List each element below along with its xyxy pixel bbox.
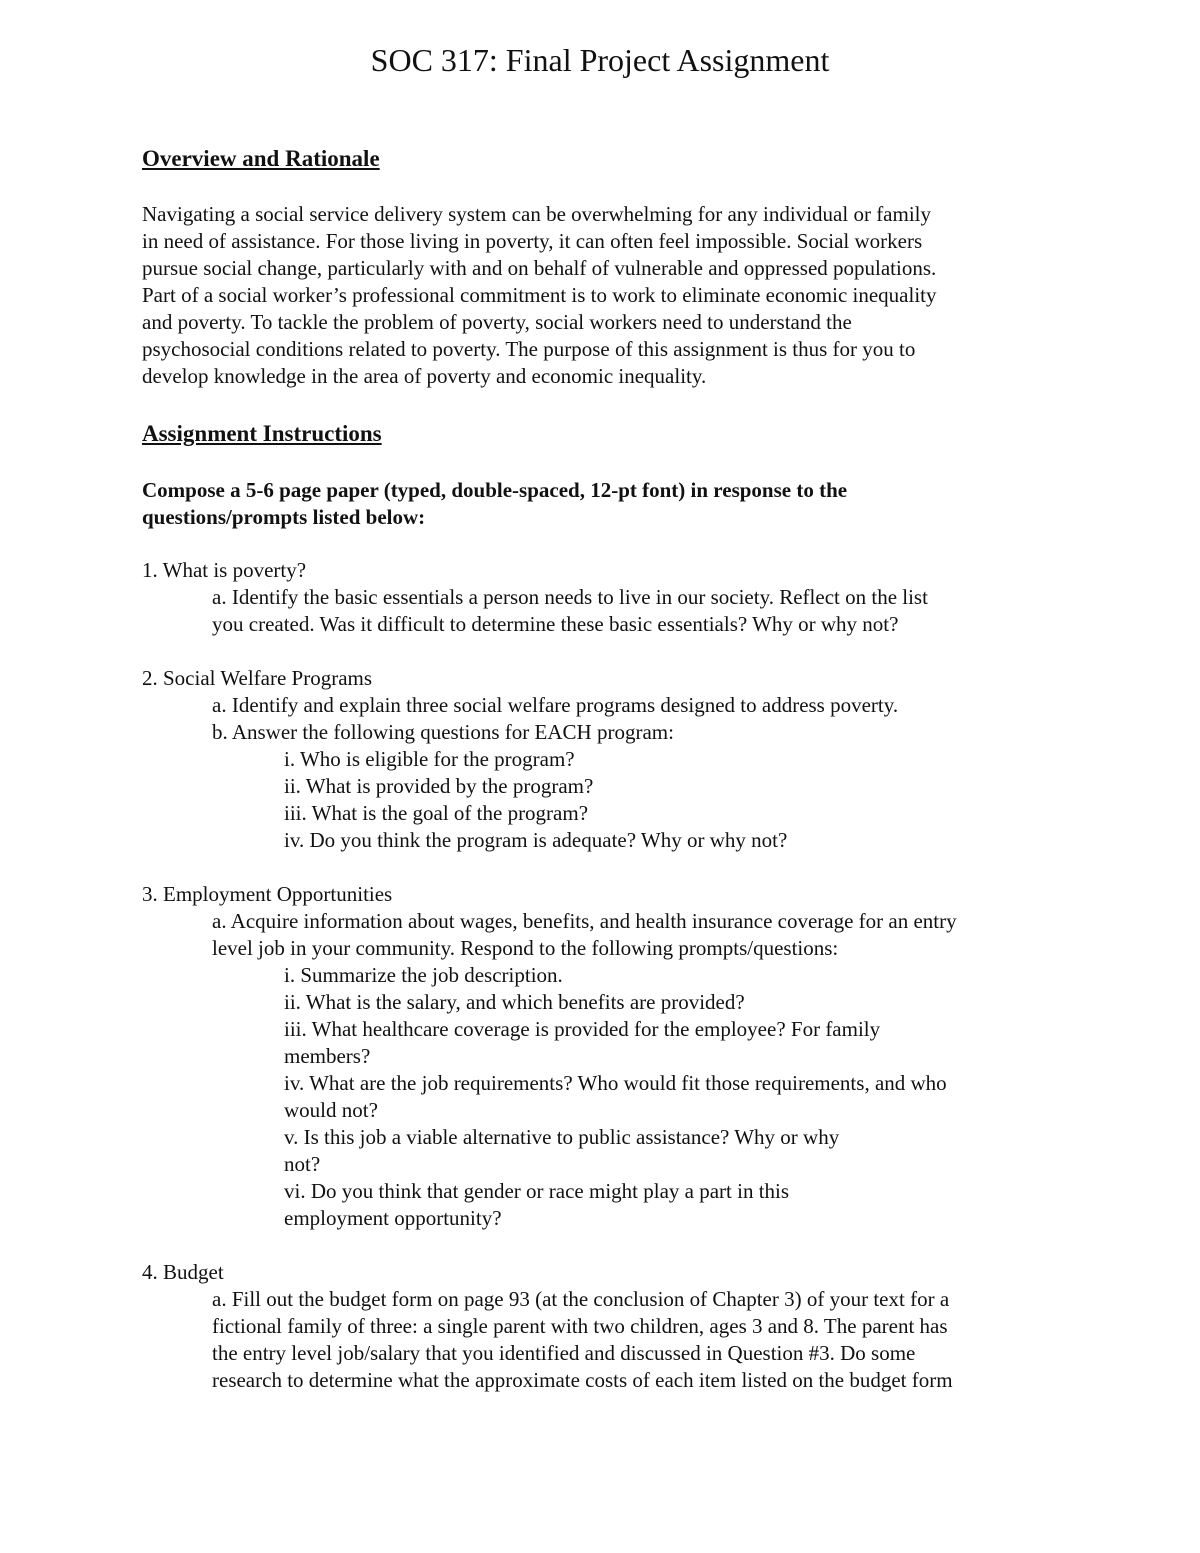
page-title: SOC 317: Final Project Assignment: [370, 42, 830, 78]
question-3-subitem: ii. What is the salary, and which benefits are provided?: [284, 990, 745, 1014]
question-3-subitem: would not?: [284, 1098, 378, 1122]
question-3-subitem: v. Is this job a viable alternative to public assistance? Why or why: [284, 1125, 840, 1149]
overview-line: Part of a social worker’s professional commitment is to work to eliminate economic inequality: [142, 283, 937, 307]
question-4-prompt: fictional family of three: a single parent with two children, ages 3 and 8. The parent has: [212, 1314, 948, 1338]
question-4-prompt: the entry level job/salary that you identified and discussed in Question #3. Do some: [212, 1341, 916, 1365]
question-3-subitem: not?: [284, 1152, 321, 1176]
instructions-intro: questions/prompts listed below:: [142, 505, 426, 529]
question-3-subitem: i. Summarize the job description.: [284, 963, 563, 987]
question-3-title: 3. Employment Opportunities: [142, 882, 393, 906]
overview-line: develop knowledge in the area of poverty and economic inequality.: [142, 364, 707, 388]
question-1-title: 1. What is poverty?: [142, 558, 307, 582]
instructions-heading: Assignment Instructions: [142, 421, 382, 446]
question-3-subitem: iii. What healthcare coverage is provided for the employee? For family: [284, 1017, 881, 1041]
overview-heading: Overview and Rationale: [142, 146, 380, 171]
question-3-prompt: level job in your community. Respond to the following prompts/questions:: [212, 936, 839, 960]
question-4-prompt: research to determine what the approximate costs of each item listed on the budget form: [212, 1368, 953, 1392]
question-4-title: 4. Budget: [142, 1260, 224, 1284]
overview-line: Navigating a social service delivery system can be overwhelming for any individual or family: [142, 202, 932, 226]
question-2-prompt-a: a. Identify and explain three social welfare programs designed to address poverty.: [212, 693, 899, 717]
question-3-subitem: vi. Do you think that gender or race might play a part in this: [284, 1179, 790, 1203]
question-1-prompt: a. Identify the basic essentials a person needs to live in our society. Reflect on the list: [212, 585, 928, 609]
question-2-subitem: i. Who is eligible for the program?: [284, 747, 575, 771]
question-2-subitem: iv. Do you think the program is adequate? Why or why not?: [284, 828, 788, 852]
question-2-subitem: ii. What is provided by the program?: [284, 774, 594, 798]
question-2-title: 2. Social Welfare Programs: [142, 666, 373, 690]
overview-line: pursue social change, particularly with and on behalf of vulnerable and oppressed populations.: [142, 256, 937, 280]
question-3-subitem: iv. What are the job requirements? Who would fit those requirements, and who: [284, 1071, 947, 1095]
overview-line: in need of assistance. For those living in poverty, it can often feel impossible. Social workers: [142, 229, 923, 253]
question-3-prompt: a. Acquire information about wages, benefits, and health insurance coverage for an entry: [212, 909, 957, 933]
question-3-subitem: members?: [284, 1044, 371, 1068]
question-4-prompt: a. Fill out the budget form on page 93 (at the conclusion of Chapter 3) of your text for a: [212, 1287, 950, 1311]
question-3-subitem: employment opportunity?: [284, 1206, 502, 1230]
instructions-intro: Compose a 5-6 page paper (typed, double-spaced, 12-pt font) in response to the: [142, 478, 848, 502]
overview-line: and poverty. To tackle the problem of poverty, social workers need to understand the: [142, 310, 852, 334]
question-2-prompt-b: b. Answer the following questions for EACH program:: [212, 720, 674, 744]
question-2-subitem: iii. What is the goal of the program?: [284, 801, 589, 825]
overview-line: psychosocial conditions related to poverty. The purpose of this assignment is thus for you to: [142, 337, 916, 361]
question-1-prompt: you created. Was it difficult to determine these basic essentials? Why or why not?: [212, 612, 899, 636]
